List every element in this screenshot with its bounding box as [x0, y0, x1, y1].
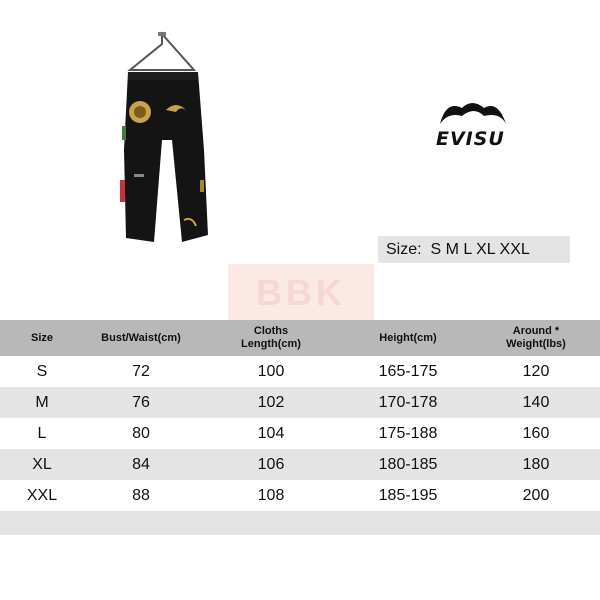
hanger-icon — [130, 32, 194, 70]
brand-name: EVISU — [436, 128, 505, 150]
watermark: BBK — [228, 264, 374, 322]
cell-bust-waist: 80 — [132, 424, 150, 442]
cell-height: 180-185 — [378, 455, 438, 473]
cell-weight: 180 — [522, 455, 550, 473]
cell-length: 102 — [257, 393, 285, 411]
cell-height: 185-195 — [378, 486, 438, 504]
header-weight: Around * Weight(lbs) — [506, 325, 566, 350]
table-row — [0, 418, 600, 449]
size-chart-table — [0, 320, 600, 535]
cell-length: 106 — [257, 455, 285, 473]
table-header-row — [0, 320, 600, 356]
available-sizes-label — [378, 236, 570, 263]
size-prefix: Size: — [386, 240, 422, 258]
cell-bust-waist: 84 — [132, 455, 150, 473]
table-row — [0, 480, 600, 511]
cell-length: 108 — [257, 486, 285, 504]
cell-length: 104 — [257, 424, 285, 442]
table-footer-bar — [0, 511, 600, 535]
cell-bust-waist: 72 — [132, 362, 150, 380]
cell-size: S — [36, 362, 48, 380]
header-bust-waist: Bust/Waist(cm) — [101, 331, 181, 344]
size-list: S M L XL XXL — [430, 240, 530, 258]
cell-height: 170-178 — [378, 393, 438, 411]
header-size: Size — [30, 331, 53, 344]
cell-bust-waist: 76 — [132, 393, 150, 411]
table-row — [0, 387, 600, 418]
cell-height: 175-188 — [378, 424, 438, 442]
cell-size: L — [37, 424, 47, 442]
cell-length: 100 — [257, 362, 285, 380]
product-image-pants — [100, 30, 230, 260]
table-row — [0, 449, 600, 480]
cell-weight: 120 — [522, 362, 550, 380]
cell-size: M — [35, 393, 49, 411]
table-row — [0, 356, 600, 387]
cell-size: XL — [32, 455, 52, 473]
cell-weight: 140 — [522, 393, 550, 411]
cell-height: 165-175 — [378, 362, 438, 380]
header-height: Height(cm) — [379, 331, 437, 344]
cell-bust-waist: 88 — [132, 486, 150, 504]
cell-weight: 200 — [522, 486, 550, 504]
cell-size: XXL — [26, 486, 58, 504]
header-cloths-length: Cloths Length(cm) — [241, 325, 301, 350]
cell-weight: 160 — [522, 424, 550, 442]
